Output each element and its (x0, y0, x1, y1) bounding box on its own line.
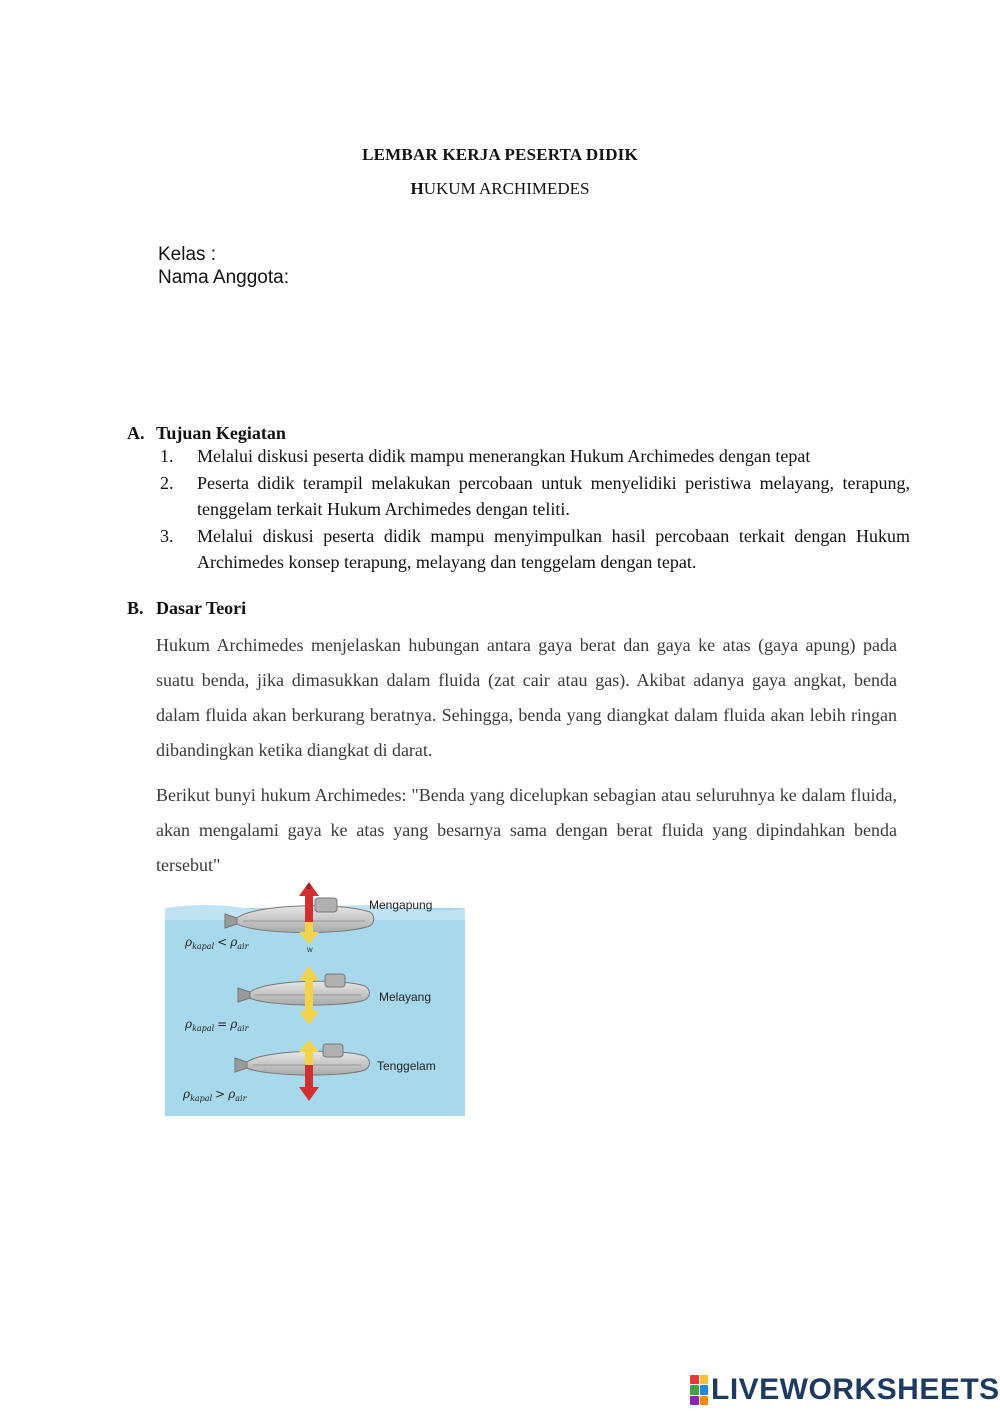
label-tenggelam: Tenggelam (377, 1059, 436, 1073)
density-relation-3: $\rho_{kapal} > \rho_{air}$ (183, 1087, 247, 1103)
objective-text: Melalui diskusi peserta didik mampu menyimpulkan hasil percobaan terkait dengan Hukum Archimedes konsep terapung, melayang dan tenggelam dengan tepat. (197, 526, 910, 572)
objective-number: 3. (160, 526, 174, 546)
kelas-label: Kelas : (158, 244, 217, 265)
logo-text: LIVEWORKSHEETS (711, 1373, 1000, 1406)
density-relation-2: $\rho_{kapal} = \rho_{air}$ (185, 1017, 249, 1033)
objective-item (160, 443, 910, 469)
section-a-letter: A. (127, 423, 145, 443)
density-relation-1: $\rho_{kapal} < \rho_{air}$ (185, 935, 249, 951)
section-b-heading (127, 598, 246, 619)
archimedes-law-paragraph: Berikut bunyi hukum Archimedes: "Benda yang dicelupkan sebagian atau seluruhnya ke dalam fluida, akan mengalami gaya ke atas yang besarnya sama dengan berat fluida yang dipindahkan benda tersebut" (156, 785, 897, 875)
objective-number: 1. (160, 446, 174, 466)
objective-item (160, 523, 910, 575)
theory-paragraph: Hukum Archimedes menjelaskan hubungan antara gaya berat dan gaya ke atas (gaya apung) pada suatu benda, jika dimasukkan dalam fluida (zat cair atau gas). Akibat adanya gaya angkat, benda dalam fluida akan berkurang beratnya. Sehingga, benda yang diangkat dalam fluida akan lebih ringan dibandingkan ketika diangkat di darat. (156, 635, 897, 760)
objective-item (160, 470, 910, 522)
section-b-letter: B. (127, 598, 144, 618)
subtitle-rest: UKUM ARCHIMEDES (423, 179, 590, 198)
liveworksheets-logo[interactable] (690, 1372, 1000, 1408)
section-a-title: Tujuan Kegiatan (156, 423, 286, 443)
objective-text: Peserta didik terampil melakukan percobaan untuk menyelidiki peristiwa melayang, terapung, tenggelam terkait Hukum Archimedes dengan teliti. (197, 473, 910, 519)
objective-text: Melalui diskusi peserta didik mampu menerangkan Hukum Archimedes dengan tepat (197, 446, 811, 466)
label-melayang: Melayang (379, 990, 432, 1004)
identity-block (158, 243, 289, 289)
section-a-heading (127, 423, 286, 444)
page-subtitle (0, 179, 1000, 199)
buoyancy-figure (165, 880, 465, 1120)
subtitle-initial: H (410, 179, 424, 198)
nama-anggota-label: Nama Anggota: (158, 267, 289, 288)
objective-number: 2. (160, 473, 174, 493)
logo-icon (690, 1375, 708, 1405)
submarine-floating (225, 898, 374, 933)
section-b-title: Dasar Teori (156, 598, 247, 618)
page-title: LEMBAR KERJA PESERTA DIDIK (362, 145, 638, 164)
force-label-b: B (307, 885, 312, 891)
force-label-w: W (307, 948, 313, 954)
label-mengapung: Mengapung (369, 898, 433, 912)
